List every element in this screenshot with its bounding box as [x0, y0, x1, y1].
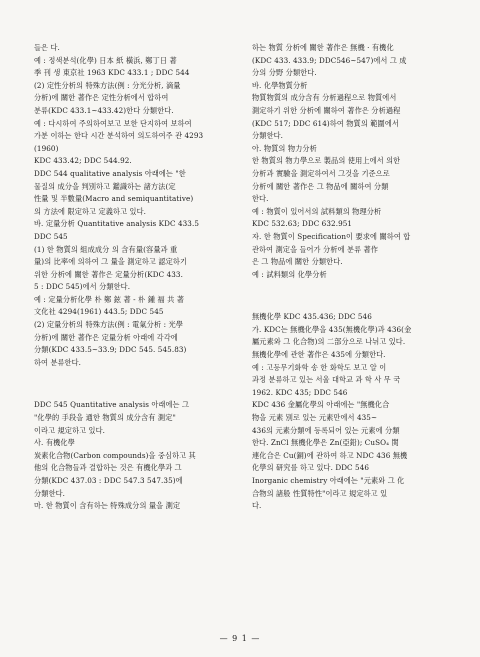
left-column	[34, 42, 242, 513]
text-line: 量)의 比率에 의하여 그 量을 測定하고 認定하기	[34, 257, 187, 267]
text-line: 한다. ZnCl 無機化學은 Zn(亞鉛); CuSO₄ 関	[252, 438, 399, 448]
text-line: 예 : 物質이 있어서의 試料類의 物理分析	[252, 206, 382, 216]
text-line: 分類한다.	[34, 488, 66, 498]
text-line: 5 : DDC 545)에서 分類한다.	[34, 282, 131, 292]
text-line: "化學的 手段을 通한 物質의 成分含有 測定"	[34, 413, 176, 423]
text-line: 하여 분류한다.	[34, 357, 82, 367]
text-line: Inorganic chemistry 아래에는 "元素와 그 化	[252, 476, 405, 485]
text-line: (2) 定性分析의 特殊方法(例 : 分光分析, 滴量	[34, 80, 181, 90]
text-line: KDC 436 金屬化學의 아래에는 "無機化合	[252, 400, 390, 410]
text-line: 예 : 고등무기화학 송 한 화학도 보고 알 이	[252, 362, 387, 372]
text-line: 分類(KDC 437.03 : DDC 547.3 547.35)에	[34, 476, 183, 485]
text-line: 의 方法에 限定하고 定義하고 있다.	[34, 206, 146, 216]
text-line: 예 : 정색분석(化學) 日本 紙 橫浜, 鄭丁日 著	[34, 55, 177, 65]
text-line: 436의 元素分類에 등록되어 있는 元素에 分類	[252, 425, 400, 435]
text-line: 관하여 測定을 들어가 分析에 분류 著作	[252, 244, 379, 254]
text-line: 사. 有機化學	[34, 438, 75, 448]
text-line: 合物의 諸般 性質特性"이라고 規定하고 있	[252, 488, 388, 498]
text-line: 한 物質의 物力學으로 製品의 使用上에서 의한	[252, 156, 401, 166]
text-line: KDC 532.63; DDC 632.951	[252, 219, 353, 229]
text-line: 測定하기 위한 分析에 關하여 著作은 分析過程	[252, 105, 401, 115]
text-line: DDC 544 qualitative analysis 아래에는 "한	[34, 168, 186, 178]
text-line: (1960)	[34, 143, 59, 153]
text-line: (KDC 433. 433.9; DDC546~547)에서 그 成	[252, 55, 407, 65]
text-line: DDC 545 Quantitative analysis 아래에는 그	[34, 400, 190, 410]
text-line: 예 : 定量分析化學 朴 鄭 鉉 著 - 朴 鍾 福 共 著	[34, 294, 185, 304]
text-line: 分類(KDC 433.5~33.9; DDC 545. 545.83)	[34, 345, 187, 355]
text-line: 가. KDC는 無機化學을 435(無機化學)과 436(金	[252, 324, 412, 334]
text-line: 性量 및 半數量(Macro and semiquantitative)	[34, 194, 194, 204]
text-line	[252, 281, 460, 311]
text-line: 이라고 規定하고 있다.	[34, 425, 106, 435]
right-column	[252, 42, 460, 513]
text-line: 가분 이하는 한다 시간 분석하여 의도하여주 관 4293	[34, 131, 204, 141]
text-line: 物質物質의 成分含有 分析過程으로 物質에서	[252, 93, 397, 103]
text-line: 다.	[252, 501, 262, 511]
text-line: 無機化學에 관한 著作은 435에 分類한다.	[252, 350, 386, 360]
text-line: 물질의 成分을 判別하고 鑑識하는 諸方法(定	[34, 181, 176, 191]
text-line: (2) 定量分析의 特殊方法(例 : 電氣分析 : 光學	[34, 320, 184, 330]
text-line: 分類한다.	[252, 131, 284, 141]
text-line: 炭素化合物(Carbon compounds)을 중심하고 其	[34, 450, 196, 460]
text-line: 아. 物質의 物力分析	[252, 143, 317, 153]
text-line: 바. 定量分析 Quantitative analysis KDC 433.5	[34, 219, 200, 229]
text-line: 과정 분류하고 있는 서울 대학교 과 학 사 무 국	[252, 375, 401, 385]
text-line: 分析)에 關한 著作은 定性分析에서 합하여	[34, 93, 169, 103]
text-line: 예 : 다시하여 주의하여보고 보한 단지하여 보하여	[34, 118, 192, 128]
text-line: 他의 化合物들과 결합하는 것은 有機化學과 그	[34, 463, 182, 473]
text-line: 마. 한 物質이 含有하는 特殊成分의 量을 測定	[34, 501, 181, 511]
text-line: 바. 化學物質分析	[252, 80, 308, 90]
text-line: 文化社 4294(1961) 443.5; DDC 545	[34, 307, 164, 317]
text-line: 한다.	[252, 194, 269, 204]
text-line: 자. 한 物質이 Specification이 要求에 關하여 합	[252, 231, 411, 241]
text-line: 物을 元素 別로 있는 元素만에서 435~	[252, 413, 378, 423]
text-line: 하는 物質 分析에 關한 著作은 無機 · 有機化	[252, 43, 394, 52]
text-line: 屬元素와 그 化合物)의 二部分으로 나뉘고 있다.	[252, 337, 406, 347]
text-line: 連化合은 Cu(銅)에 관하여 하고 NDC 436 無機	[252, 450, 408, 460]
text-line: 분류(KDC 433.1~433.42)한다 分類한다.	[34, 105, 174, 115]
text-line: 季 刊 생 東京社 1963 KDC 433.1 ; DDC 544	[34, 68, 190, 78]
page-number: — 9 1 —	[219, 634, 261, 643]
text-line: 分析)에 關한 著作은 定量分析 아래에 각각에	[34, 332, 178, 342]
text-line: 들은 다.	[34, 43, 60, 52]
text-line: 위한 分析에 關한 著作은 定量分析(KDC 433.	[34, 269, 183, 279]
text-line	[34, 369, 242, 399]
text-line: 無機化學 KDC 435.436; DDC 546	[252, 312, 372, 322]
text-line: KDC 433.42; DDC 544.92.	[34, 156, 132, 166]
text-line: 化學의 研究를 하고 있다. DDC 546	[252, 463, 370, 473]
text-line: (1) 한 物質의 組成成分 의 含有量(容量과 重	[34, 244, 178, 254]
text-line: 예 : 試料類의 化學分析	[252, 269, 327, 279]
text-line: 分析에 關한 著作은 그 物品에 關하여 分類	[252, 181, 389, 191]
text-line: (KDC 517; DDC 614)하여 物質의 範圍에서	[252, 118, 399, 128]
text-line: DDC 545	[34, 231, 68, 241]
text-line: 1962. KDC 435; DDC 546	[252, 387, 348, 397]
text-line: 分의 分野 分類한다.	[252, 68, 317, 78]
text-line: 은 그 物品에 關한 分類한다.	[252, 257, 343, 267]
text-line: 分析과 實驗을 測定하여서 그것을 기준으로	[252, 168, 390, 178]
